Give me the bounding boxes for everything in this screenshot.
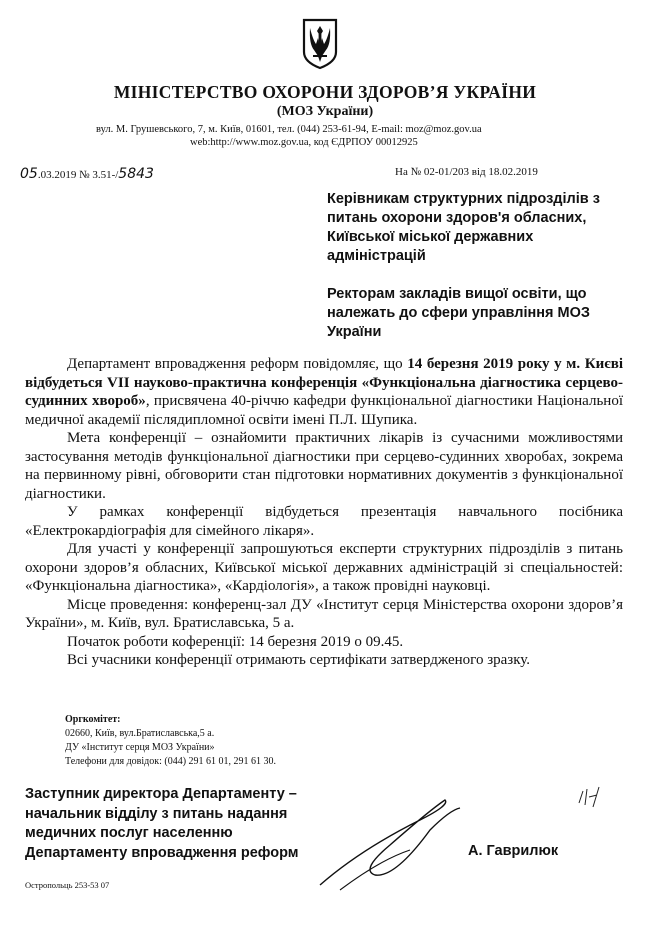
paragraph-start-time: Початок роботи коференції: 14 березня 2019 о 09.45. xyxy=(67,633,404,650)
organizer-phones: Телефони для довідок: (044) 291 61 01, 291 61 30. xyxy=(65,756,277,767)
signatory-title: Заступник директора Департаменту – начальник відділу з питань надання медичних послуг населенню Департаменту впровадження реформ xyxy=(25,786,299,861)
paragraph-presentation: У рамках конференції відбудеться презентація навчального посібника «Електрокардіографія для сімейного лікаря». xyxy=(25,504,623,539)
recipient-regional-administrations: Керівникам структурних підрозділів з питань охорони здоров'я обласних, Київської міської державних адміністрацій xyxy=(327,191,600,264)
paragraph-venue: Місце проведення: конференц-зал ДУ «Інститут серця Міністерства охорони здоров’я України», м. Київ, вул. Братиславська, 5 а. xyxy=(25,596,623,631)
outgoing-day-handwritten: 05 xyxy=(20,166,38,182)
outgoing-number-handwritten: 5843 xyxy=(118,166,154,182)
executor-info: Остропольць 253-53 07 xyxy=(25,880,110,890)
ministry-address: вул. М. Грушевського, 7, м. Київ, 01601, тел. (044) 253-61-94, E-mail: moz@moz.gov.ua xyxy=(96,124,482,135)
ministry-title: МІНІСТЕРСТВО ОХОРОНИ ЗДОРОВ’Я УКРАЇНИ xyxy=(113,82,537,102)
outgoing-date: .03.2019 № 3.51-/ xyxy=(37,169,119,181)
ministry-web: web:http://www.moz.gov.ua, код ЄДРПОУ 00012925 xyxy=(190,137,418,148)
recipient-rectors: Ректорам закладів вищої освіти, що належать до сфери управління МОЗ України xyxy=(327,286,590,340)
letter-body xyxy=(25,355,623,670)
handwritten-signature xyxy=(300,790,470,905)
paragraph-goal: Мета конференції – ознайомити практичних лікарів із сучасними можливостями застосування методів функціональної діагностики при серцево-судинних хворобах, зокрема на первинному рівні, обговорити стан підготовки нормативних документів з функціональної діагностики. xyxy=(25,430,623,502)
paragraph-certificates: Всі учасники конференції отримають сертифікати затвердженого зразку. xyxy=(67,652,531,668)
organizer-institution: ДУ «Інститут серця МОЗ України» xyxy=(65,742,215,753)
incoming-reference: На № 02-01/203 від 18.02.2019 xyxy=(395,166,538,178)
paragraph-announcement: Департамент впровадження реформ повідомляє, що 14 березня 2019 року у м. Києві відбудеться VII науково-практична конференція «Функціональна діагностика серцево-судинних хвороб», присвячена 40-річчю кафедри функціональної діагностики Національної медичної академії післядипломної освіти імені П.Л. Шупика. xyxy=(25,356,623,428)
organizing-committee xyxy=(65,713,276,769)
paragraph-participants: Для участі у конференції запрошуються експерти структурних підрозділів з питань охорони здоров’я обласних, Київської міської державних адміністрацій зі спеціальностей: «Функціональна діагностика», «Кардіологія», а також провідні науковці. xyxy=(25,541,623,594)
outgoing-number xyxy=(20,166,154,182)
ukraine-trident-emblem-icon xyxy=(301,18,339,70)
ministry-abbreviation: (МОЗ України) xyxy=(276,104,374,119)
organizer-address: 02660, Київ, вул.Братиславська,5 а. xyxy=(65,728,215,739)
handwritten-mark xyxy=(575,783,605,813)
organizer-label: Оргкомітет: xyxy=(65,714,121,725)
signatory-name: А. Гаврилюк xyxy=(468,843,559,859)
